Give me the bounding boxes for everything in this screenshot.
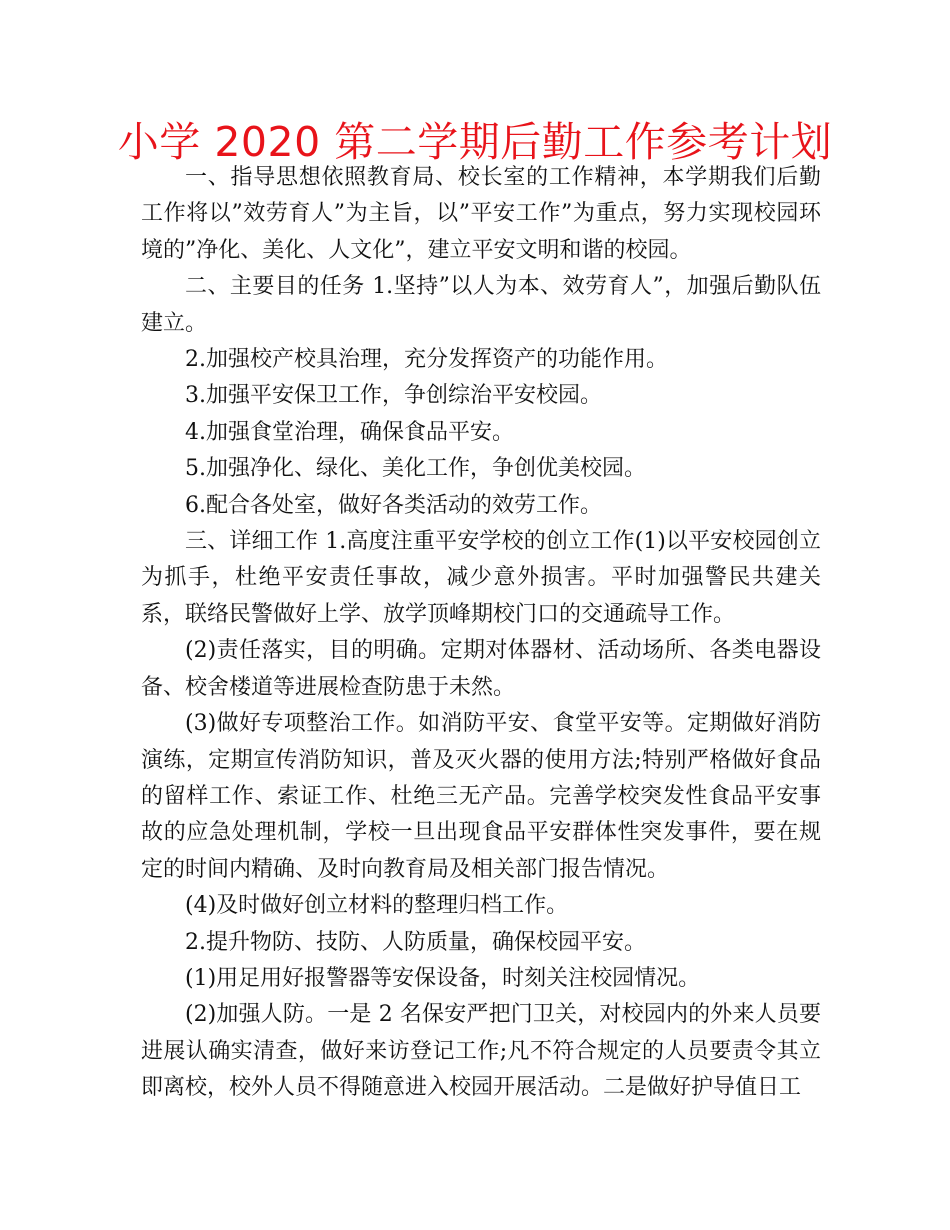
paragraph-item-2: (2)责任落实，目的明确。定期对体器材、活动场所、各类电器设备、校舍楼道等进展检查防患于未然。: [141, 638, 821, 700]
paragraph-item-3: (3)做好专项整治工作。如消防平安、食堂平安等。定期做好消防演练，定期宣传消防知识，普及灭火器的使用方法;特别严格做好食品的留样工作、索证工作、杜绝三无产品。完善学校突发性食品平安事故的应急处理机制，学校一旦出现食品平安群体性突发事件，要在规定的时间内精确、及时向教育局及相关部门报告情况。: [141, 711, 821, 882]
document-title: 小学 2020 第二学期后勤工作参考计划: [117, 118, 833, 166]
paragraph-guiding-ideology: 一、指导思想依照教育局、校长室的工作精神，本学期我们后勤工作将以”效劳育人”为主旨，以”平安工作”为重点，努力实现校园环境的”净化、美化、人文化”，建立平安文明和谐的校园。: [141, 165, 821, 263]
paragraph-task-5: 5.加强净化、绿化、美化工作，争创优美校园。: [185, 456, 646, 482]
paragraph-security-item-1: (1)用足用好报警器等安保设备，时刻关注校园情况。: [185, 965, 701, 991]
paragraph-task-3: 3.加强平安保卫工作，争创综治平安校园。: [185, 383, 602, 409]
paragraph-security-quality: 2.提升物防、技防、人防质量，确保校园平安。: [185, 929, 646, 955]
paragraph-detailed-work: 三、详细工作 1.高度注重平安学校的创立工作(1)以平安校园创立为抓手，杜绝平安责任事故，减少意外损害。平时加强警民共建关系，联络民警做好上学、放学顶峰期校门口的交通疏导工作。: [141, 529, 821, 627]
paragraph-security-item-2: (2)加强人防。一是 2 名保安严把门卫关，对校园内的外来人员要进展认确实清查，做好来访登记工作;凡不符合规定的人员要责令其立即离校，校外人员不得随意进入校园开展活动。二是做好护导值日工: [141, 1002, 821, 1101]
paragraph-main-tasks: 二、主要目的任务 1.坚持”以人为本、效劳育人”，加强后勤队伍建立。: [141, 274, 821, 336]
document-body: [141, 160, 821, 1107]
paragraph-task-6: 6.配合各处室，做好各类活动的效劳工作。: [185, 492, 602, 518]
paragraph-task-2: 2.加强校产校具治理，充分发挥资产的功能作用。: [185, 347, 668, 373]
paragraph-item-4: (4)及时做好创立材料的整理归档工作。: [185, 893, 569, 919]
paragraph-task-4: 4.加强食堂治理，确保食品平安。: [185, 419, 514, 445]
